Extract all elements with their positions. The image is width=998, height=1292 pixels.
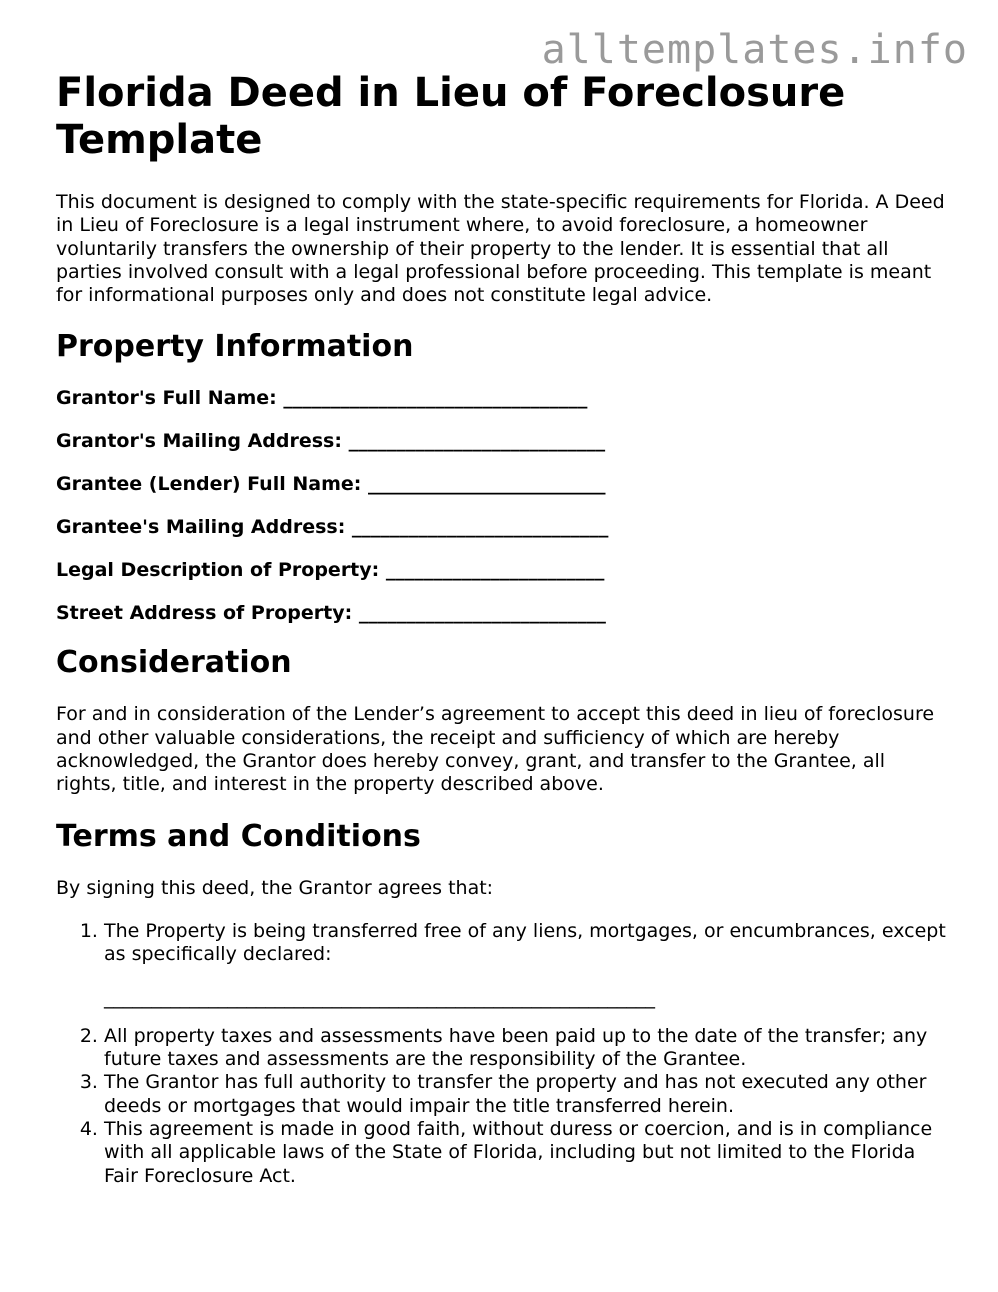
- grantee-name-blank[interactable]: _________________________: [367, 473, 606, 496]
- grantor-address-field: [56, 430, 946, 453]
- declared-encumbrances-blank[interactable]: __________________________________________________________: [104, 986, 655, 1009]
- list-item: [104, 920, 946, 1010]
- list-item: [104, 1071, 946, 1118]
- page-title: Florida Deed in Lieu of Foreclosure Template: [56, 70, 846, 163]
- term-text: All property taxes and assessments have been paid up to the date of the transfer; any future taxes and assessments are the responsibility of the Grantee.: [104, 1024, 928, 1071]
- legal-description-field: [56, 559, 946, 582]
- field-label: Grantee (Lender) Full Name:: [56, 473, 362, 496]
- field-label: Grantor's Full Name:: [56, 387, 277, 410]
- intro-paragraph: This document is designed to comply with the state-specific requirements for Florida. A Deed in Lieu of Foreclosure is a legal instrument where, to avoid foreclosure, a homeowner voluntarily transfers the ownership of their property to the lender. It is essential that all parties involved consult with a legal professional before proceeding. This template is meant for informational purposes only and does not constitute legal advice.: [56, 191, 945, 307]
- list-item: [104, 1118, 946, 1188]
- consideration-heading: Consideration: [56, 645, 292, 681]
- document-page: [56, 70, 946, 1188]
- field-label: Street Address of Property:: [56, 602, 353, 625]
- legal-description-blank[interactable]: _______________________: [385, 559, 605, 582]
- property-information-heading: Property Information: [56, 329, 414, 365]
- terms-list: [56, 920, 946, 1188]
- term-text: This agreement is made in good faith, without duress or coercion, and is in compliance with all applicable laws of the State of Florida, including but not limited to the Florida Fair Foreclosure Act.: [104, 1118, 933, 1187]
- grantor-name-blank[interactable]: ________________________________: [283, 387, 588, 410]
- grantor-name-field: [56, 387, 946, 410]
- term-text: The Grantor has full authority to transfer the property and has not executed any other deeds or mortgages that would impair the title transferred herein.: [104, 1071, 927, 1117]
- consideration-paragraph: For and in consideration of the Lender’s agreement to accept this deed in lieu of foreclosure and other valuable considerations, the receipt and sufficiency of which are hereby acknowledged, the Grantor does hereby convey, grant, and transfer to the Grantee, all rights, title, and interest in the property described above.: [56, 703, 935, 796]
- grantee-address-field: [56, 516, 946, 539]
- field-label: Grantee's Mailing Address:: [56, 516, 346, 539]
- terms-lead: By signing this deed, the Grantor agrees that:: [56, 876, 494, 899]
- list-item: [104, 1025, 946, 1072]
- grantee-address-blank[interactable]: ___________________________: [351, 516, 609, 539]
- grantor-address-blank[interactable]: ___________________________: [348, 430, 606, 453]
- terms-heading: Terms and Conditions: [56, 818, 421, 854]
- term-text: The Property is being transferred free of any liens, mortgages, or encumbrances, except as specifically declared:: [104, 919, 946, 966]
- watermark-text: alltemplates.info: [541, 27, 968, 73]
- field-label: Grantor's Mailing Address:: [56, 430, 342, 453]
- grantee-name-field: [56, 473, 946, 496]
- field-label: Legal Description of Property:: [56, 559, 380, 582]
- property-fields: [56, 387, 946, 625]
- street-address-field: [56, 602, 946, 625]
- street-address-blank[interactable]: __________________________: [358, 602, 606, 625]
